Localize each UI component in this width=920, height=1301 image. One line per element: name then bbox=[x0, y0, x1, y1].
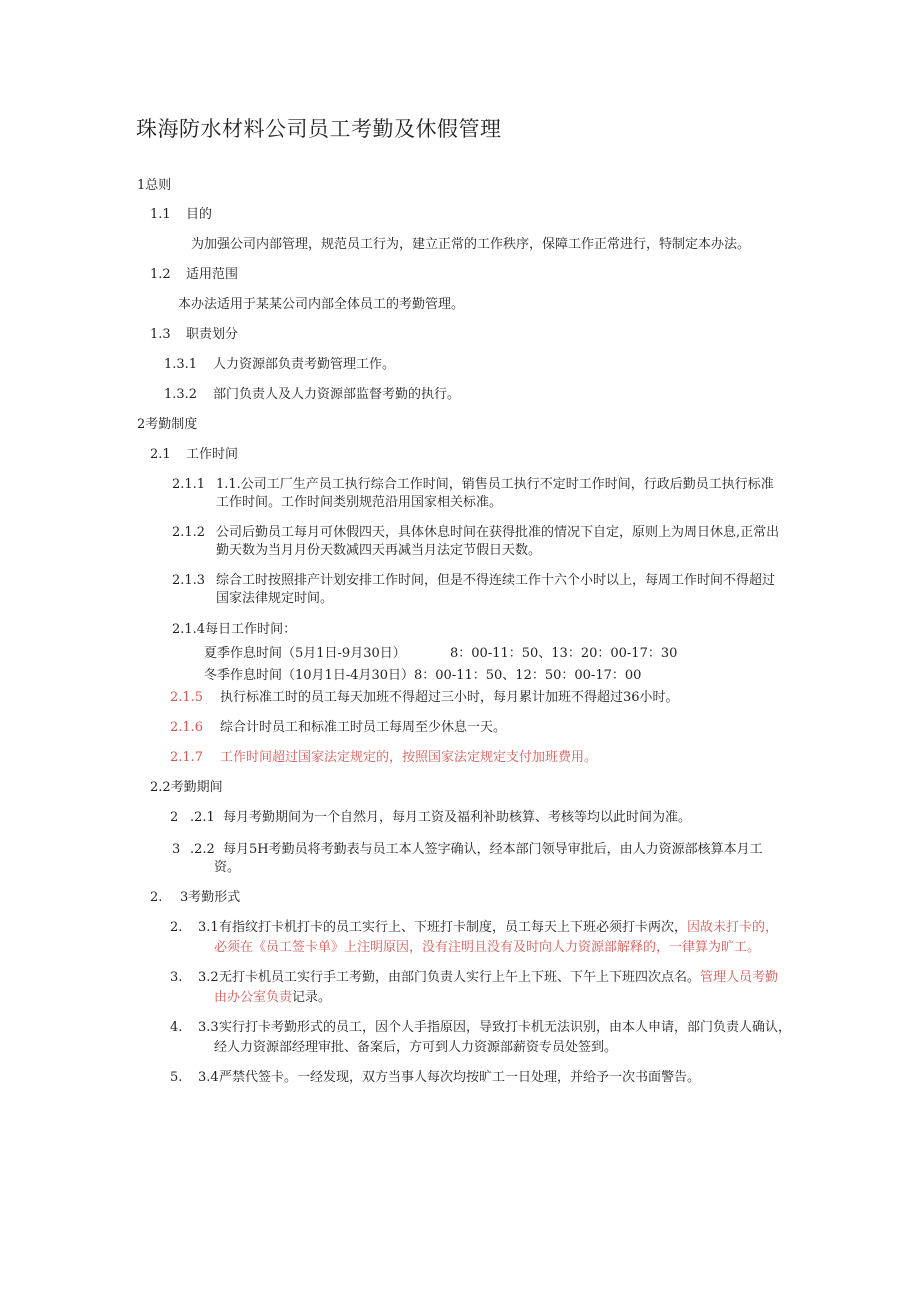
section-1-3-label: 职责划分 bbox=[186, 327, 239, 342]
section-1-1-label: 目的 bbox=[186, 207, 213, 222]
item-2-3-2-line2: 由办公室负责记录。 bbox=[214, 990, 332, 1005]
item-1-3-1-number: 1.3.1 bbox=[164, 357, 198, 372]
item-1-3-2-text: 部门负责人及人力资源部监督考勤的执行。 bbox=[213, 387, 461, 402]
item-2-2-1-prefix: 2 bbox=[170, 810, 179, 825]
section-2-1-number: 2.1 bbox=[150, 447, 171, 462]
section-1-1-number: 1.1 bbox=[150, 207, 171, 222]
section-1-3-number: 1.3 bbox=[150, 327, 171, 342]
item-1-3-2-number: 1.3.2 bbox=[164, 387, 198, 402]
item-2-3-3-prefix: 4. bbox=[170, 1020, 183, 1035]
item-2-1-2-line2: 勤天数为当月月份天数减四天再减当月法定节假日天数。 bbox=[216, 543, 542, 558]
section-1-2-text: 本办法适用于某某公司内部全体员工的考勤管理。 bbox=[178, 297, 465, 312]
section-2-heading: 2考勤制度 bbox=[137, 417, 198, 432]
item-2-3-2-prefix: 3. bbox=[170, 970, 183, 985]
item-2-1-1-line1: 1.1.公司工厂生产员工执行综合工作时间，销售员工执行不定时工作时间，行政后勤员工执行标准 bbox=[216, 477, 774, 492]
item-2-1-6-number: 2.1.6 bbox=[170, 720, 204, 735]
item-2-3-1-prefix: 2. bbox=[170, 920, 183, 935]
item-2-3-2-line1: 无打卡机员工实行手工考勤，由部门负责人实行上午上下班、下午上下班四次点名。管理人员考勤 bbox=[219, 970, 779, 985]
item-2-1-5-number: 2.1.5 bbox=[170, 690, 204, 705]
item-2-2-1-text: 每月考勤期间为一个自然月，每月工资及福利补助核算、考核等均以此时间为准。 bbox=[223, 810, 692, 825]
item-2-3-3-line1: 实行打卡考勤形式的员工，因个人手指原因，导致打卡机无法识别，由本人申请，部门负责人确认， bbox=[219, 1020, 792, 1035]
item-2-1-2-line1: 公司后勤员工每月可休假四天，具体休息时间在获得批准的情况下自定，原则上为周日休息,正常出 bbox=[216, 525, 780, 540]
document-title: 珠海防水材料公司员工考勤及休假管理 bbox=[136, 117, 502, 141]
section-2-3-heading: 3考勤形式 bbox=[180, 890, 241, 905]
item-2-1-6-text: 综合计时员工和标准工时员工每周至少休息一天。 bbox=[220, 720, 507, 735]
item-2-2-1-number: .2.1 bbox=[190, 810, 215, 825]
item-2-3-4-number: 3.4 bbox=[198, 1070, 219, 1085]
item-2-1-3-line1: 综合工时按照排产计划安排工作时间，但是不得连续工作十六个小时以上，每周工作时间不得超过 bbox=[216, 573, 776, 588]
item-2-1-2-number: 2.1.2 bbox=[172, 525, 206, 540]
item-2-2-2-number: .2.2 bbox=[190, 842, 215, 857]
item-2-3-3-line2: 经人力资源部经理审批、备案后，方可到人力资源部薪资专员处签到。 bbox=[214, 1040, 618, 1055]
section-2-3-prefix: 2. bbox=[150, 890, 163, 905]
section-1-1-text: 为加强公司内部管理，规范员工行为，建立正常的工作秩序，保障工作正常进行，特制定本办法。 bbox=[191, 237, 751, 252]
item-2-3-2-line1-highlight: 管理人员考勤 bbox=[700, 970, 779, 985]
item-2-3-1-number: 3.1 bbox=[198, 920, 219, 935]
item-2-1-3-number: 2.1.3 bbox=[172, 573, 206, 588]
section-1-heading: 1总则 bbox=[137, 178, 172, 193]
item-2-3-2-number: 3.2 bbox=[198, 970, 219, 985]
section-2-1-label: 工作时间 bbox=[186, 447, 239, 462]
item-2-2-2-line1: 每月5H考勤员将考勤表与员工本人签字确认，经本部门领导审批后，由人力资源部核算本月工 bbox=[223, 842, 763, 857]
item-2-3-1-line2: 必须在《员工签卡单》上注明原因，没有注明且没有及时向人力资源部解释的，一律算为旷工。 bbox=[214, 940, 761, 955]
item-2-1-5-text: 执行标准工时的员工每天加班不得超过三小时，每月累计加班不得超过36小时。 bbox=[220, 690, 679, 705]
item-2-3-1-line1-highlight: 因故未打卡的， bbox=[687, 920, 779, 935]
item-2-1-4-heading: 2.1.4每日工作时间： bbox=[172, 622, 297, 637]
item-2-3-4-text: 严禁代签卡。一经发现，双方当事人每次均按旷工一日处理，并给予一次书面警告。 bbox=[219, 1070, 701, 1085]
item-2-3-2-line2-highlight: 由办公室负责 bbox=[214, 990, 293, 1005]
section-1-2-label: 适用范围 bbox=[186, 267, 239, 282]
summer-schedule-time: 8：00-11：50、13：20：00-17：30 bbox=[450, 646, 678, 661]
item-2-1-7-text: 工作时间超过国家法定规定的，按照国家法定规定支付加班费用。 bbox=[220, 750, 598, 765]
item-2-1-1-line2: 工作时间。工作时间类别规范沿用国家相关标准。 bbox=[216, 495, 503, 510]
winter-schedule: 冬季作息时间（10月1日-4月30日）8：00-11：50、12：50：00-17：00 bbox=[204, 668, 642, 683]
item-2-3-1-line1: 有指纹打卡机打卡的员工实行上、下班打卡制度，员工每天上下班必须打卡两次，因故未打卡的， bbox=[219, 920, 779, 935]
item-2-3-4-prefix: 5. bbox=[170, 1070, 183, 1085]
item-2-1-7-number: 2.1.7 bbox=[170, 750, 204, 765]
item-2-1-3-line2: 国家法律规定时间。 bbox=[216, 591, 334, 606]
item-1-3-1-text: 人力资源部负责考勤管理工作。 bbox=[213, 357, 396, 372]
section-2-2-heading: 2.2考勤期间 bbox=[150, 780, 223, 795]
summer-schedule-label: 夏季作息时间（5月1日-9月30日） bbox=[204, 646, 406, 661]
item-2-2-2-prefix: 3 bbox=[172, 842, 181, 857]
item-2-2-2-line2: 资。 bbox=[214, 860, 241, 875]
item-2-1-1-number: 2.1.1 bbox=[172, 477, 206, 492]
section-1-2-number: 1.2 bbox=[150, 267, 171, 282]
item-2-3-3-number: 3.3 bbox=[198, 1020, 219, 1035]
